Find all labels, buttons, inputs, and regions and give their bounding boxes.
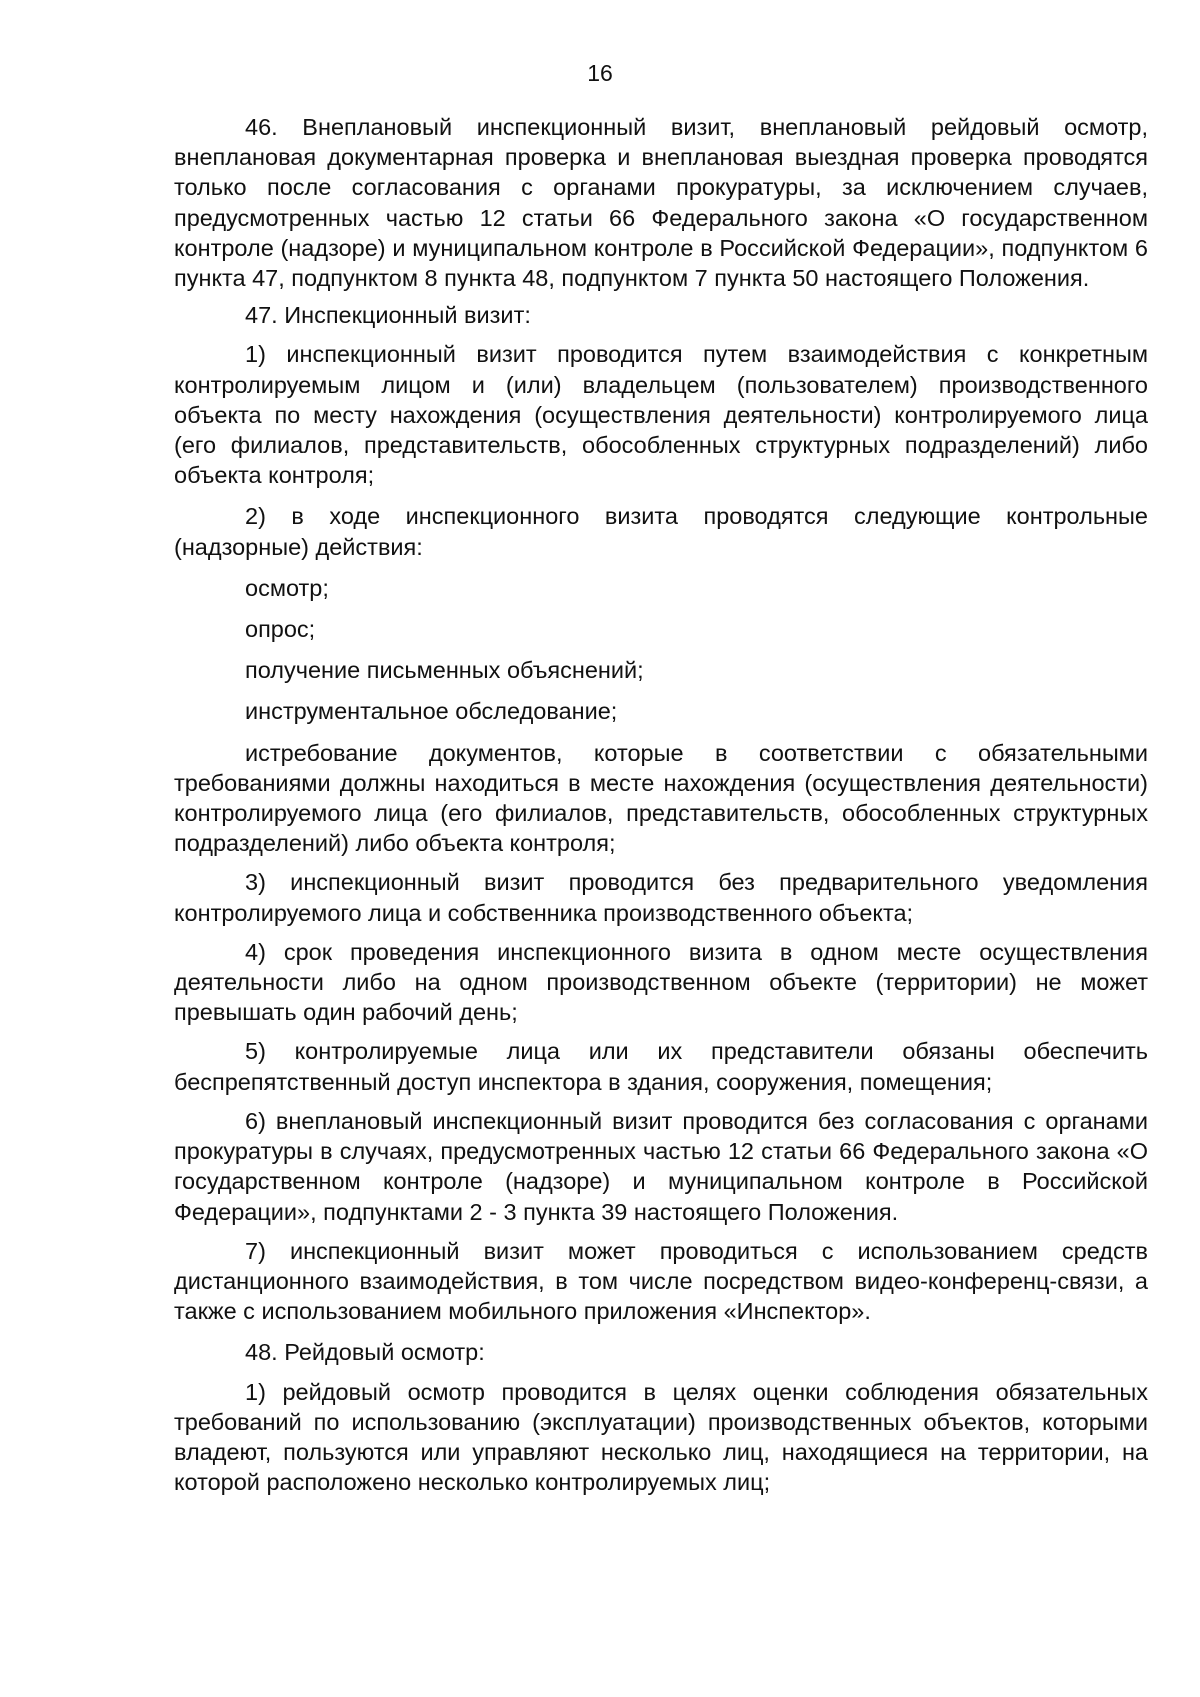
paragraph-48-item-1: 1) рейдовый осмотр проводится в целях оценки соблюдения обязательных требований по использованию (эксплуатации) производственных объектов, которыми владеют, пользуются или управляют несколько лиц, находящиеся на территории, на которой расположено несколько контролируемых лиц;: [174, 1378, 1148, 1496]
list-item-instrumental-examination: инструментальное обследование;: [245, 698, 618, 725]
paragraph-47-heading: 47. Инспекционный визит:: [245, 302, 531, 329]
document-body: [174, 112, 1148, 1497]
list-item-inspection: осмотр;: [245, 574, 329, 601]
paragraph-46: 46. Внеплановый инспекционный визит, внеплановый рейдовый осмотр, внеплановая документарная проверка и внеплановая выездная проверка проводятся только после согласования с органами прокуратуры, за исключением случаев, предусмотренных частью 12 статьи 66 Федерального закона «О государственном контроле (надзоре) и муниципальном контроле в Российской Федерации», подпунктом 6 пункта 47, подпунктом 8 пункта 48, подпунктом 7 пункта 50 настоящего Положения.: [174, 114, 1148, 292]
paragraph-47-item-1: 1) инспекционный визит проводится путем взаимодействия с конкретным контролируемым лицом и (или) владельцем (пользователем) производственного объекта по месту нахождения (осуществления деятельности) контролируемого лица (его филиалов, представительств, обособленных структурных подразделений) либо объекта контроля;: [174, 341, 1148, 489]
paragraph-47-item-3: 3) инспекционный визит проводится без предварительного уведомления контролируемого лица и собственника производственного объекта;: [174, 869, 1148, 926]
paragraph-47-item-6: 6) внеплановый инспекционный визит проводится без согласования с органами прокуратуры в случаях, предусмотренных частью 12 статьи 66 Федерального закона «О государственном контроле (надзоре) и муниципальном контроле в Российской Федерации», подпунктами 2 - 3 пункта 39 настоящего Положения.: [174, 1107, 1148, 1225]
paragraph-48-heading: 48. Рейдовый осмотр:: [245, 1339, 485, 1366]
paragraph-47-item-5: 5) контролируемые лица или их представители обязаны обеспечить беспрепятственный доступ инспектора в здания, сооружения, помещения;: [174, 1038, 1148, 1095]
list-item-survey: опрос;: [245, 616, 316, 643]
list-item-written-explanations: получение письменных объяснений;: [245, 657, 644, 684]
page-number: 16: [587, 60, 613, 86]
paragraph-47-item-7: 7) инспекционный визит может проводиться с использованием средств дистанционного взаимодействия, в том числе посредством видео-конференц-связи, а также с использованием мобильного приложения «Инспектор».: [174, 1237, 1148, 1325]
list-item-document-request: истребование документов, которые в соответствии с обязательными требованиями должны находиться в месте нахождения (осуществления деятельности) контролируемого лица (его филиалов, представительств, обособленных структурных подразделений) либо объекта контроля;: [174, 739, 1148, 857]
paragraph-47-item-2: 2) в ходе инспекционного визита проводятся следующие контрольные (надзорные) действия:: [174, 503, 1148, 560]
paragraph-47-item-4: 4) срок проведения инспекционного визита в одном месте осуществления деятельности либо на одном производственном объекте (территории) не может превышать один рабочий день;: [174, 938, 1148, 1026]
